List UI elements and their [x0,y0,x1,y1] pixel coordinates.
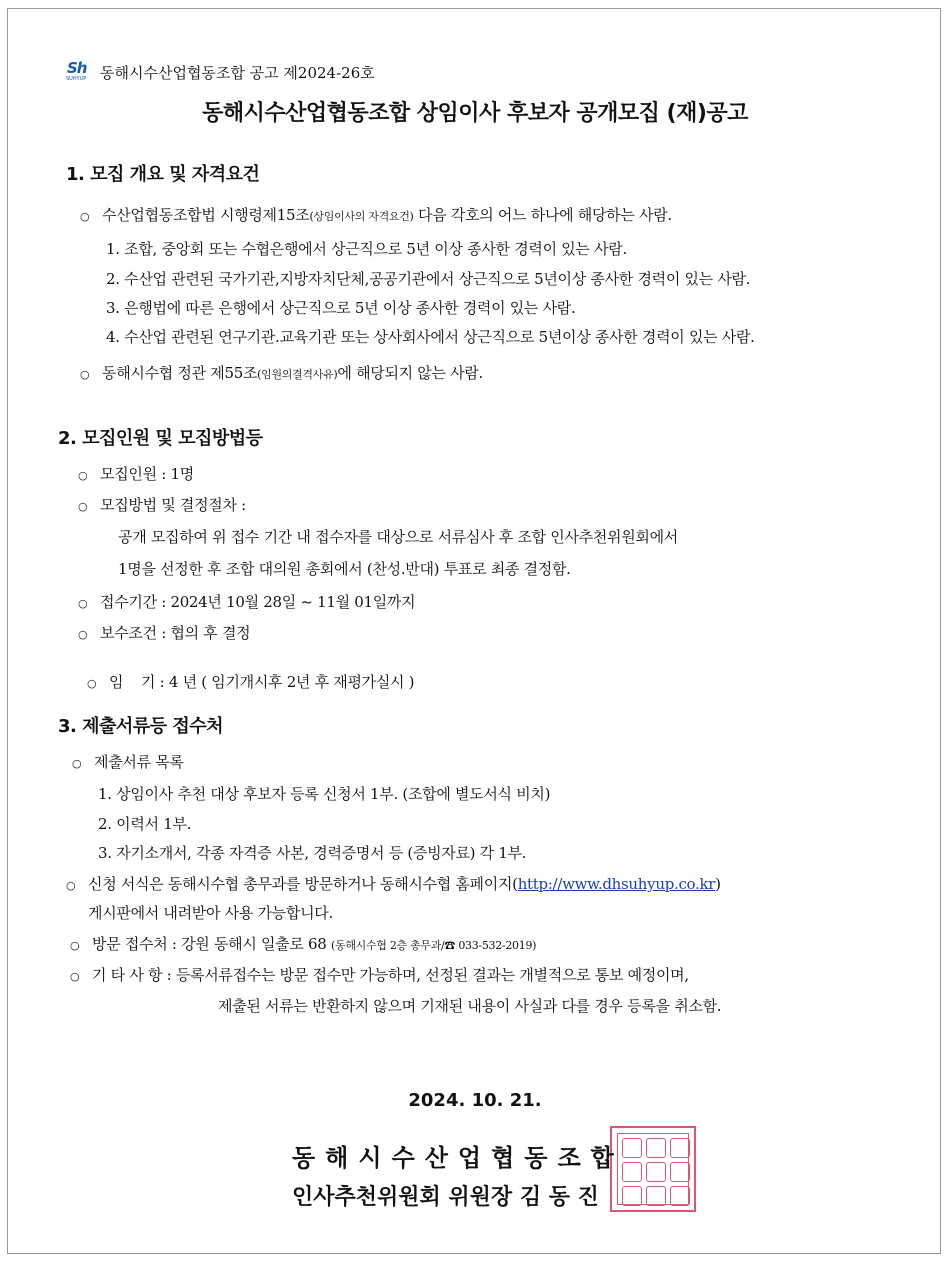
bullet2-small: (임원의결격사유) [257,368,338,381]
list-item: 1. 조합, 중앙회 또는 수협은행에서 상근직으로 5년 이상 종사한 경력이 있는 사람. [106,240,627,258]
bullet1-small: (상임이사의 자격요건) [309,210,414,223]
section3-heading: 3. 제출서류등 접수처 [58,716,223,737]
etc-notes [70,964,689,985]
bullet2-text-end: 에 해당되지 않는 사람. [337,364,483,382]
list-item: 3. 은행법에 따른 은행에서 상근직으로 5년 이상 종사한 경력이 있는 사람. [106,299,576,317]
form-info-line2: 게시판에서 내려받아 사용 가능합니다. [88,904,333,922]
list-item: 4. 수산업 관련된 연구기관.교육기관 또는 상사회사에서 상근직으로 5년이상 종사한 경력이 있는 사람. [106,328,755,346]
bullet-icon: ○ [78,469,88,482]
bullet-icon: ○ [70,970,80,983]
term-text: 임 기 : 4 년 ( 임기개시후 2년 후 재평가실시 ) [108,673,415,691]
organization-name: 동해시수산업협동조합 [292,1144,624,1172]
signer-name: 인사추천위원회 위원장 김 동 진 [292,1185,599,1210]
logo-subtext: SUHYUP [66,76,87,82]
application-period-text: 접수기간 : 2024년 10월 28일 ~ 11월 01일까지 [100,593,416,611]
docs-title [72,751,184,772]
method-detail-line2: 1명을 선정한 후 조합 대의원 총회에서 (찬성.반대) 투표로 최종 결정함. [118,560,571,578]
homepage-link[interactable]: http://www.dhsuhyup.co.kr [517,875,716,893]
section1-bullet1 [80,204,672,225]
bullet-icon: ○ [66,879,76,892]
bullet2-text: 동해시수협 정관 제55조 [102,364,258,382]
form-info-end: ) [715,875,721,893]
etc-notes-text: 기 타 사 항 : 등록서류접수는 방문 접수만 가능하며, 선정된 결과는 개별적으로 통보 예정이며, [92,966,689,984]
docs-title-text: 제출서류 목록 [94,753,184,771]
bullet-icon: ○ [72,757,82,770]
bullet1-text: 수산업협동조합법 시행령제15조 [102,206,310,224]
visit-location-text: 방문 접수처 : 강원 동해시 일출로 68 [92,935,331,953]
notice-number: 동해시수산업협동조합 공고 제2024-26호 [100,63,375,82]
page-title: 동해시수산업협동조합 상임이사 후보자 공개모집 (재)공고 [202,101,748,126]
method-detail-line1: 공개 모집하여 위 접수 기간 내 접수자를 대상으로 서류심사 후 조합 인사추천위원회에서 [118,528,678,546]
list-item: 3. 자기소개서, 각종 자격증 사본, 경력증명서 등 (증빙자료) 각 1부. [98,844,527,862]
visit-location [70,933,536,954]
visit-location-detail: (동해시수협 2층 총무과/☎ 033-532-2019) [331,939,537,952]
list-item: 1. 상임이사 추천 대상 후보자 등록 신청서 1부. (조합에 별도서식 비치) [98,785,551,803]
notice-date: 2024. 10. 21. [408,1090,542,1111]
bullet1-text-end: 다음 각호의 어느 하나에 해당하는 사람. [413,206,672,224]
form-info [66,873,721,894]
form-info-text: 신청 서식은 동해시수협 총무과를 방문하거나 동해시수협 홈페이지( [88,875,518,893]
pay-condition-text: 보수조건 : 협의 후 결정 [100,624,251,642]
section1-bullet2 [80,362,483,383]
pay-condition [78,622,250,643]
list-item: 2. 이력서 1부. [98,815,192,833]
recruit-method [78,494,246,515]
suhyup-logo [66,61,92,83]
application-period [78,591,415,612]
bullet-icon: ○ [86,677,97,690]
recruit-method-text: 모집방법 및 결정절차 : [100,496,246,514]
term [78,653,414,692]
logo-mark: Sh [67,59,87,77]
bullet-icon: ○ [80,368,90,381]
recruit-count [78,463,194,484]
bullet-icon: ○ [78,628,88,641]
section2-heading: 2. 모집인원 및 모집방법등 [58,428,263,449]
bullet-icon: ○ [78,597,88,610]
list-item: 2. 수산업 관련된 국가기관,지방자치단체,공공기관에서 상근직으로 5년이상 종사한 경력이 있는 사람. [106,270,751,288]
bullet-icon: ○ [70,939,80,952]
section1-heading: 1. 모집 개요 및 자격요건 [66,164,260,185]
recruit-count-text: 모집인원 : 1명 [100,465,194,483]
bullet-icon: ○ [80,210,90,223]
bullet-icon: ○ [78,500,88,513]
notice-header [66,60,375,84]
etc-notes-line2: 제출된 서류는 반환하지 않으며 기재된 내용이 사실과 다를 경우 등록을 취소함. [218,997,722,1015]
